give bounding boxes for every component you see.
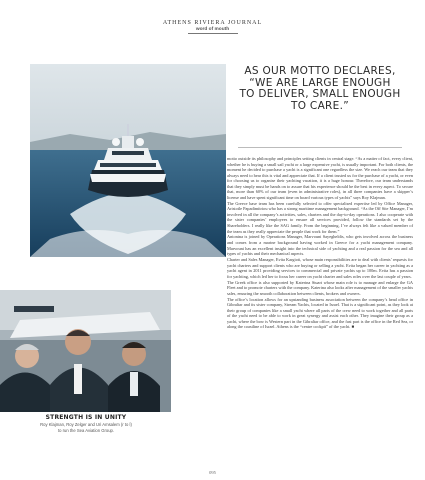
pull-quote-line: TO DELIVER, SMALL ENOUGH [239,88,401,100]
photo-caption [0,414,172,433]
pull-quote-line: AS OUR MOTTO DECLARES, [244,65,396,77]
team-photo [0,290,171,412]
quote-divider [238,147,402,148]
pull-quote [232,66,408,112]
section-label: word of mouth [195,27,230,32]
yacht-photo [30,64,226,257]
caption-text: to run the Sea Aviation Group. [57,428,115,433]
masthead-rule [188,33,238,34]
article-paragraph: Antonina is joined by Operations Manager, Marvouni Sayegheldis, who gets involved across the business and comes from a marine background having worked in Greece for a yacht management company. Marvouni has an excellent insight into the technical side of yachting and a real passion for the sea and all types of yachts and their mechanical aspects. [227,234,413,257]
article-paragraph: The Greece base team has been carefully selected to offer specialised expertise led by Office Manager, Aristotle Papadimitriou who has a strong maritime management background. “As the Off Site Manager, I’m involved in all the company’s activities, sales, charters and the day-to-day operations. I also cooperate with the sister companies’ employees to ensure all services provided, follow the standards set by the Shareholders. I really like the SAG family. From the beginning, I’ve always felt like a valued member of the team as they really appreciate the people that work for them.” [227,200,413,234]
article-paragraph: The Greek office is also supported by Katerina Stuart whose main role is to manage and enlarge the GA Fleet and to promote charters with the company. Katerina also looks after management of the smaller yachts sales, ensuring the smooth collaboration between clients, brokers and owners. [227,279,413,296]
article-body [227,156,413,330]
page-number: 095 [209,470,216,475]
caption-title: STRENGTH IS IN UNITY [45,414,127,421]
pull-quote-line: “WE ARE LARGE ENOUGH [249,76,391,89]
article-paragraph: Charter and Sales Manager, Evita Kargioti, whose main responsibilities are to deal with clients’ requests for yacht charters and support clients who are buying or selling a yacht. Evita began her career in yachting as a yacht agent in 2011 providing services to commercial and private yachts up to 100m. Evita has a passion for yachting, which led her to focus her career on yacht charter and sales roles over the last couple of years. [227,257,413,279]
magazine-title: ATHENS RIVIERA JOURNAL [162,20,263,26]
article-paragraph: The office’s location allows for an upstanding business association between the company’s head office in Gibraltar and its sister company, Stream Yachts, located in Israel. That is a significant point, as they look at their group of companies like a small yacht where all parts of the crew need to work together and all parts of the yacht need to be able to work in great synergy and assist each other. They imagine their group as a yacht, where the bow is Western part in the Gibraltar office, and the fast part is the office in the Red Sea, or along the coastline of Israel. Athens is the “centre cockpit” of the yacht. ■ [227,296,413,330]
caption-text: Roy Klajman, Roy Zelger and Uri Amsalem (r to l) [40,422,132,427]
pull-quote-line: TO CARE.” [291,99,349,112]
masthead [0,20,425,34]
article-paragraph: motto outside its philosophy and principles setting clients in central stage. “As a matter of fact, every client, whether he is buying a small sail yacht or a large expensive yacht, is usually important. For both clients, the moment he decided to purchase a yacht is a significant one regardless the size. We reach our team that they always need to hear this is vital and appreciate that. If a client trusted us for the purchase of a yacht, or even for choosing us to organise their yachting vacation, it is a huge honour. Therefore, our team understands that they simply must be hands on to assure that his experience should be the best in every aspect. To secure that, more than 60% of our team (even in administrative roles), in all three companies have a skipper’s license and have spent significant time on board various types of yachts” says Roy Klajman. [227,156,413,200]
